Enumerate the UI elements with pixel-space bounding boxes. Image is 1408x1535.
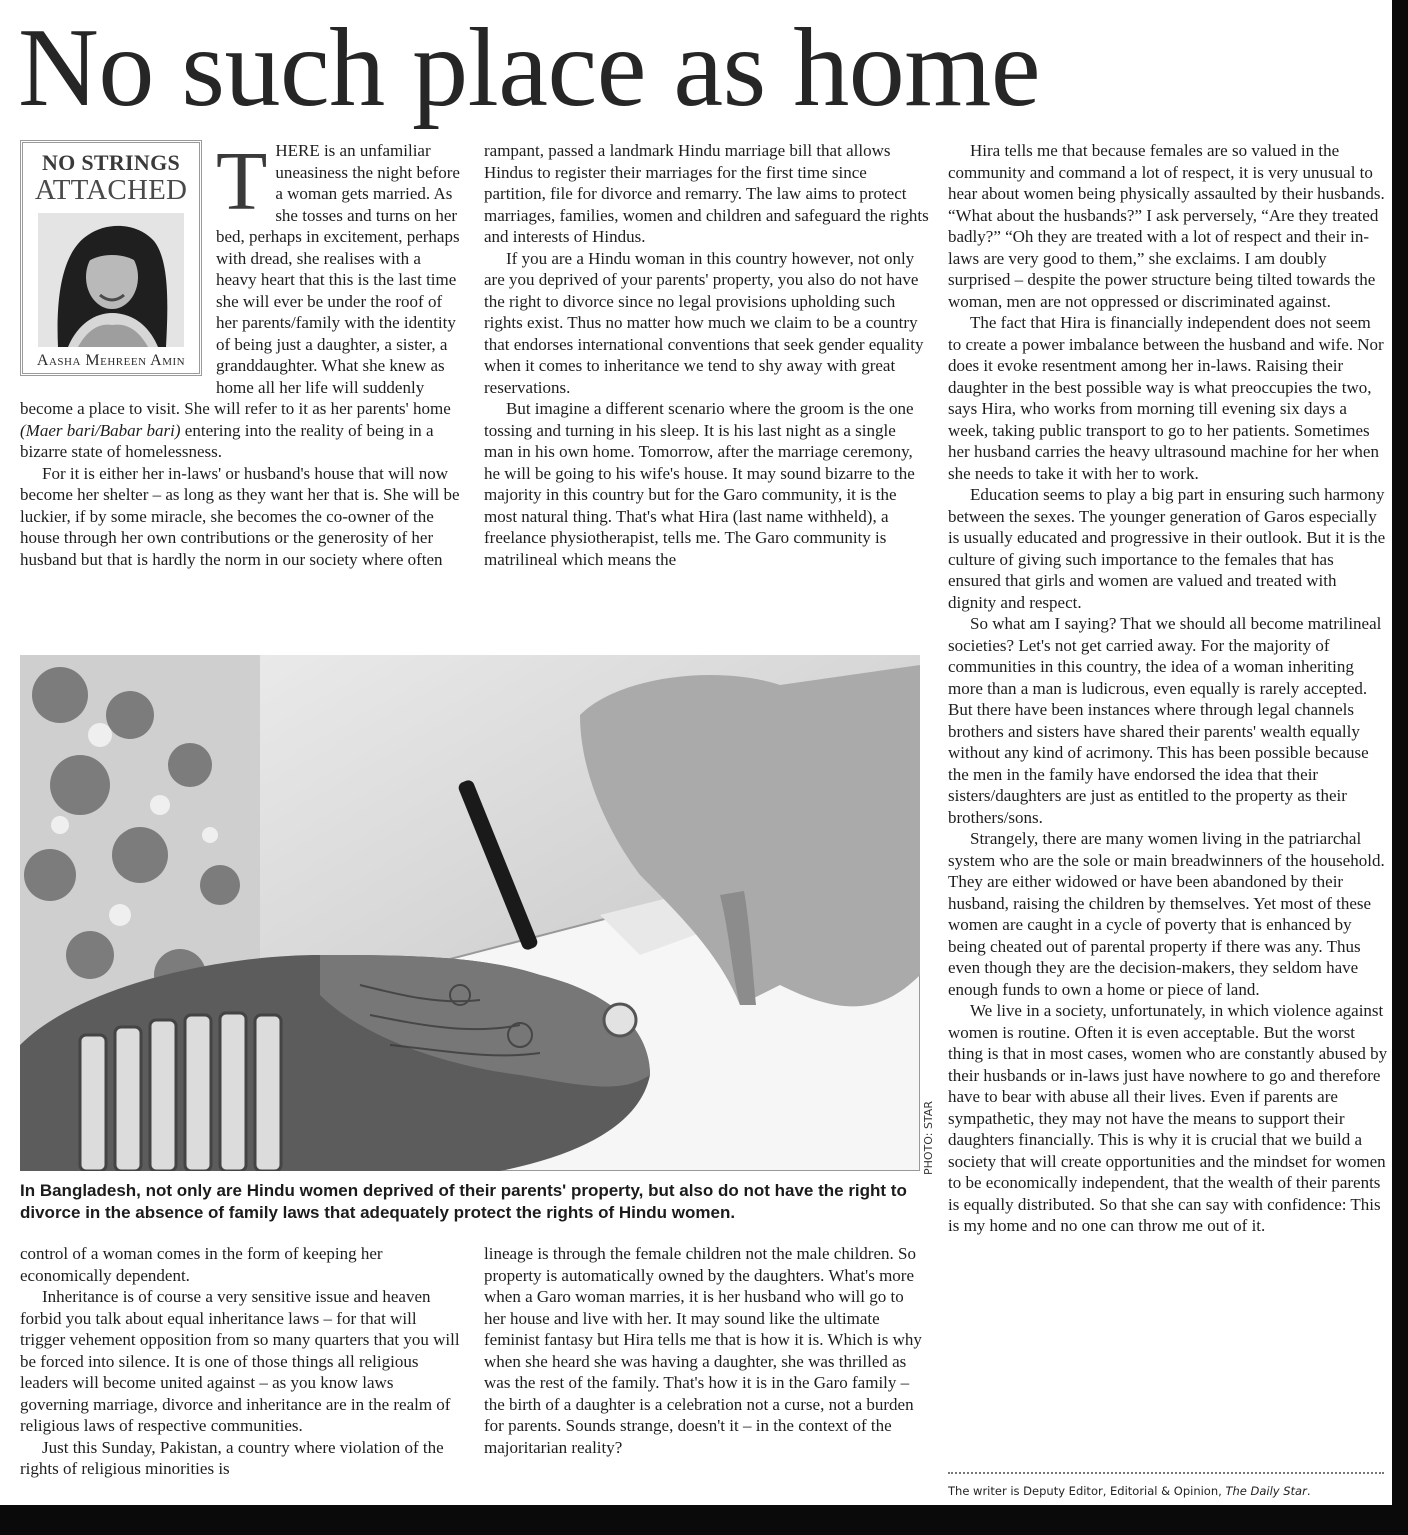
article-paragraph: Just this Sunday, Pakistan, a country where violation of the rights of religious minorities is [20,1437,444,1478]
article-paragraph: Education seems to play a big part in ensuring such harmony between the sexes. The younger generation of Garos especially is usually educated and progressive in their outlook. But it is the culture of giving such importance to the females that has ensured that girls and women are valued and treated with dignity and respect. [948,485,1386,612]
photo-caption: In Bangladesh, not only are Hindu women deprived of their parents' property, but also do not have the right to divorce in the absence of family laws that adequately protect the rights of Hindu women. [20,1181,907,1222]
author-portrait [38,213,184,347]
article-paragraph: THERE is an unfamiliar uneasiness the night before a woman gets married. As she tosses and turns on her bed, perhaps in excitement, perhaps with dread, she realises with a heavy heart that this is the last time she will ever be under the roof of her parents/family with the identity of being just a daughter, a sister, a granddaughter. What she knew as home all her life will suddenly become a place to visit. She will refer to it as her parents' home (Maer bari/Babar bari) entering into the reality of being in a bizarre state of homelessness. [20,135,460,461]
column-1-top [20,135,465,570]
author-name: Aasha Mehreen Amin [36,352,186,369]
article-paragraph: Inheritance is of course a very sensitive issue and heaven forbid you talk about equal inheritance laws – for that will trigger vehement opposition from so many quarters that you will be forced into silence. It is one of those things all religious leaders will become united against – as you know laws governing marriage, divorce and inheritance are in the realm of religious laws of respective communities. [20,1287,460,1435]
column-3 [948,140,1388,1237]
drop-cap: T [216,135,268,228]
column-badge [20,140,202,376]
article-paragraph: lineage is through the female children not the male children. So property is automatically owned by the daughters. What's more when a Garo woman marries, it is her husband who will go to her house and live with her. It may sound like the ultimate feminist fantasy but Hira tells me that is how it is. Which is why when she heard she was having a daughter, she was thrilled as was the rest of the family. That's how it is in the Garo family – the birth of a daughter is a celebration not a curse, not a burden for parents. Sounds strange, doesn't it – in the context of the majoritarian reality? [484,1244,922,1457]
article-paragraph: But imagine a different scenario where the groom is the one tossing and turning in his sleep. It is his last night as a single man in his own home. Tomorrow, after the marriage ceremony, he will be going to his wife's house. It may sound bizarre to the majority in this country but for the Garo community, it is the most natural thing. That's what Hira (last name withheld), a freelance physiotherapist, tells me. The Garo community is matrilineal which means the [484,399,915,569]
article-paragraph: If you are a Hindu woman in this country however, not only are you deprived of your parents' property, you also do not have the right to divorce since no legal provisions upholding such rights exist. Thus no matter how much we claim to be a country that endorses international conventions that seek gender equality when it comes to inheritance we tend to shy away with great reservations. [484,248,924,397]
article-paragraph: For it is either her in-laws' or husband's house that will now become her shelter – as long as they want her that is. She will be luckier, if by some miracle, she becomes the co-owner of the house through her own contributions or the generosity of her husband but that is hardly the norm in our society where often [20,463,460,569]
article-paragraph: The fact that Hira is financially independent does not seem to create a power imbalance between the husband and wife. Nor does it evoke resentment among her in-laws. Raising their daughter in the best possible way is what preoccupies the two, says Hira, who works from morning till evening six days a week, taking public transport to go to her patients. Sometimes her husband carries the heavy ultrasound machine for her when she needs to take it with her to work. [948,313,1384,483]
article-paragraph: So what am I saying? That we should all become matrilineal societies? Let's not get carried away. For the majority of communities in this country, the idea of a woman inheriting more than a man is ludicrous, even equally is rarely accepted. But there have been instances where through legal channels brothers and sisters have shared their parents' wealth equally without any kind of acrimony. This has been possible because the men in the family have endorsed the idea that their sisters/daughters are just as entitled to the property as their brothers/sons. [948,614,1382,827]
photo-illustration [20,655,920,1171]
article-paragraph: Hira tells me that because females are so valued in the community and command a lot of respect, it is very unusual to hear about women being physically assaulted by their husbands. “What about the husbands?” I ask perversely, “Are they treated badly?” “Oh they are treated with a lot of respect and their in-laws are very good to them,” she exclaims. I am doubly surprised – despite the power structure being tilted towards the woman, men are not oppressed or discriminated against. [948,141,1385,311]
article-paragraph: We live in a society, unfortunately, in which violence against women is routine. Often it is even acceptable. But the worst thing is that in most cases, women who are constantly abused by their husbands or in-laws just have nowhere to go and therefore have to bear with abuse all their lives. Even if parents are sympathetic, they may not have the means to support their daughters financially. This is why it is crucial that we build a society that will create opportunities and the mindset for women to be economically independent, that the wealth of their parents is equally distributed. So that she can say with confidence: This is my home and no one can throw me out of it. [948,1001,1388,1235]
article-paragraph: Strangely, there are many women living in the patriarchal system who are the sole or main breadwinners of the household. They are either widowed or have been abandoned by their husband, raising the children by themselves. Yet most of these women are caught in a cycle of poverty that is enhanced by being cheated out of parental property if there was any. Thus even though they are the decision-makers, they seldom have enough funds to own a home or piece of land. [948,829,1385,999]
photo-credit: PHOTO: STAR [922,1101,935,1175]
column-name-line-2: ATTACHED [34,174,188,206]
article-paragraph: rampant, passed a landmark Hindu marriage bill that allows Hindus to register their marriages for the first time since partition, file for divorce and remarry. The law aims to protect marriages, families, women and children and safeguard the rights and interests of Hindus. [484,141,929,246]
divider-dots [948,1472,1384,1474]
column-name-line-1: NO STRINGS [41,150,181,175]
writer-note: The writer is Deputy Editor, Editorial & Opinion, The Daily Star. [948,1484,1311,1498]
column-2-top [484,140,929,570]
column-1-bottom [20,1243,465,1480]
publication-name: The Daily Star [1225,1484,1307,1498]
wedding-signing-photo [20,655,920,1171]
article-paragraph: control of a woman comes in the form of keeping her economically dependent. [20,1244,383,1285]
headline: No such place as home [18,6,1041,130]
column-2-bottom [484,1243,929,1458]
